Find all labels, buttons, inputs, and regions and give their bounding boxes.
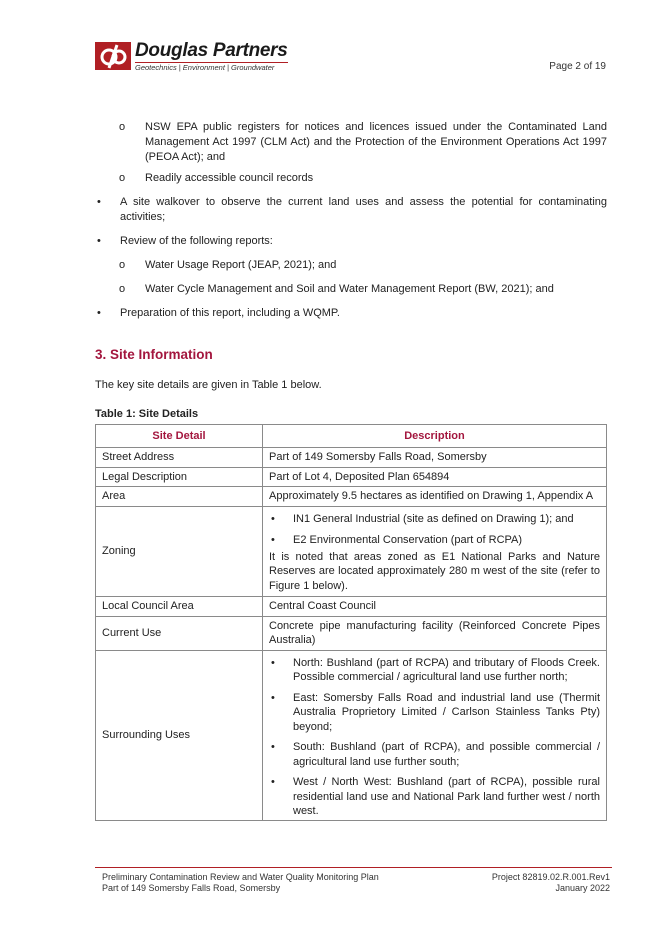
list-item: • A site walkover to observe the current land uses and assess the potential for contaminating activities; [97, 196, 607, 223]
table-caption: Table 1: Site Details [95, 408, 199, 420]
disc-bullet-icon: • [97, 235, 101, 247]
row-label: Area [96, 487, 263, 507]
page-number: Page 2 of 19 [549, 61, 606, 72]
list-item: • South: Bushland (part of RCPA), and possible commercial / agricultural land use further south; [271, 741, 600, 768]
list-item: • IN1 General Industrial (site as defined on Drawing 1); and [271, 512, 574, 525]
row-label: Current Use [96, 616, 263, 650]
table-row [96, 506, 607, 597]
footer-project-number: Project 82819.02.R.001.Rev1 [491, 872, 610, 882]
list-item: • E2 Environmental Conservation (part of RCPA) [271, 534, 523, 546]
list-item: • Preparation of this report, including a WQMP. [97, 307, 340, 319]
disc-bullet-icon: • [271, 534, 275, 546]
section-heading: 3. Site Information [95, 347, 213, 362]
table-row [96, 487, 607, 507]
company-name: Douglas Partners [135, 39, 288, 61]
circle-bullet-icon: o [119, 259, 126, 271]
disc-bullet-icon: • [271, 656, 275, 669]
company-tagline: Geotechnics | Environment | Groundwater [135, 62, 288, 72]
row-value: Central Coast Council [263, 597, 607, 617]
row-value: Part of Lot 4, Deposited Plan 654894 [263, 467, 607, 487]
company-logo [95, 40, 288, 72]
disc-bullet-icon: • [271, 741, 275, 753]
footer-left [102, 872, 379, 894]
row-value [263, 506, 607, 597]
disc-bullet-icon: • [97, 307, 101, 319]
column-header-site-detail: Site Detail [96, 425, 263, 448]
circle-bullet-icon: o [119, 121, 126, 133]
list-item: • Review of the following reports: [97, 235, 273, 247]
list-item: o Water Usage Report (JEAP, 2021); and [119, 259, 337, 271]
footer-divider [95, 867, 612, 868]
table-row [96, 616, 607, 650]
list-item: • West / North West: Bushland (part of RCPA), possible rural residential land use and National Park land further west / north west. [271, 776, 600, 817]
circle-bullet-icon: o [119, 283, 126, 295]
row-label: Zoning [96, 506, 263, 597]
circle-bullet-icon: o [119, 172, 126, 184]
row-value: Concrete pipe manufacturing facility (Reinforced Concrete Pipes Australia) [263, 616, 607, 650]
footer-report-title: Preliminary Contamination Review and Water Quality Monitoring Plan [102, 872, 379, 882]
row-label: Local Council Area [96, 597, 263, 617]
footer-site-address: Part of 149 Somersby Falls Road, Somersby [102, 883, 281, 893]
disc-bullet-icon: • [271, 776, 275, 788]
list-item: o NSW EPA public registers for notices and licences issued under the Contaminated Land Management Act 1997 (CLM Act) and the Protection of the Environment Operations Act 1997 (PEOA Act); and [119, 121, 607, 163]
table-header-row [96, 425, 607, 448]
footer-right [492, 872, 610, 894]
zoning-note: It is noted that areas zoned as E1 National Parks and Nature Reserves are located approximately 280 m west of the site (refer to Figure 1 below). [269, 550, 600, 592]
list-item: o Readily accessible council records [119, 172, 314, 184]
section-intro: The key site details are given in Table 1 below. [95, 379, 322, 391]
list-item: • East: Somersby Falls Road and industrial land use (Thermit Australia Proprietory Limited / Carlson Stainless Tanks Pty) beyond; [271, 691, 600, 733]
table-row [96, 467, 607, 487]
site-details-table [95, 424, 607, 821]
logo-mark-icon [95, 42, 131, 70]
disc-bullet-icon: • [271, 512, 275, 525]
disc-bullet-icon: • [271, 691, 275, 704]
row-value [263, 650, 607, 820]
table-row [96, 597, 607, 617]
row-value: Approximately 9.5 hectares as identified on Drawing 1, Appendix A [263, 487, 607, 507]
list-item: • North: Bushland (part of RCPA) and tributary of Floods Creek. Possible commercial / agricultural land use further north; [271, 656, 600, 683]
scope-list [95, 120, 607, 321]
disc-bullet-icon: • [97, 196, 101, 208]
row-label: Street Address [96, 448, 263, 468]
table-row [96, 448, 607, 468]
list-item: o Water Cycle Management and Soil and Water Management Report (BW, 2021); and [119, 283, 554, 295]
column-header-description: Description [263, 425, 607, 448]
row-value: Part of 149 Somersby Falls Road, Somersby [263, 448, 607, 468]
row-label: Legal Description [96, 467, 263, 487]
row-label: Surrounding Uses [96, 650, 263, 820]
table-row [96, 650, 607, 820]
footer-date: January 2022 [555, 883, 610, 893]
